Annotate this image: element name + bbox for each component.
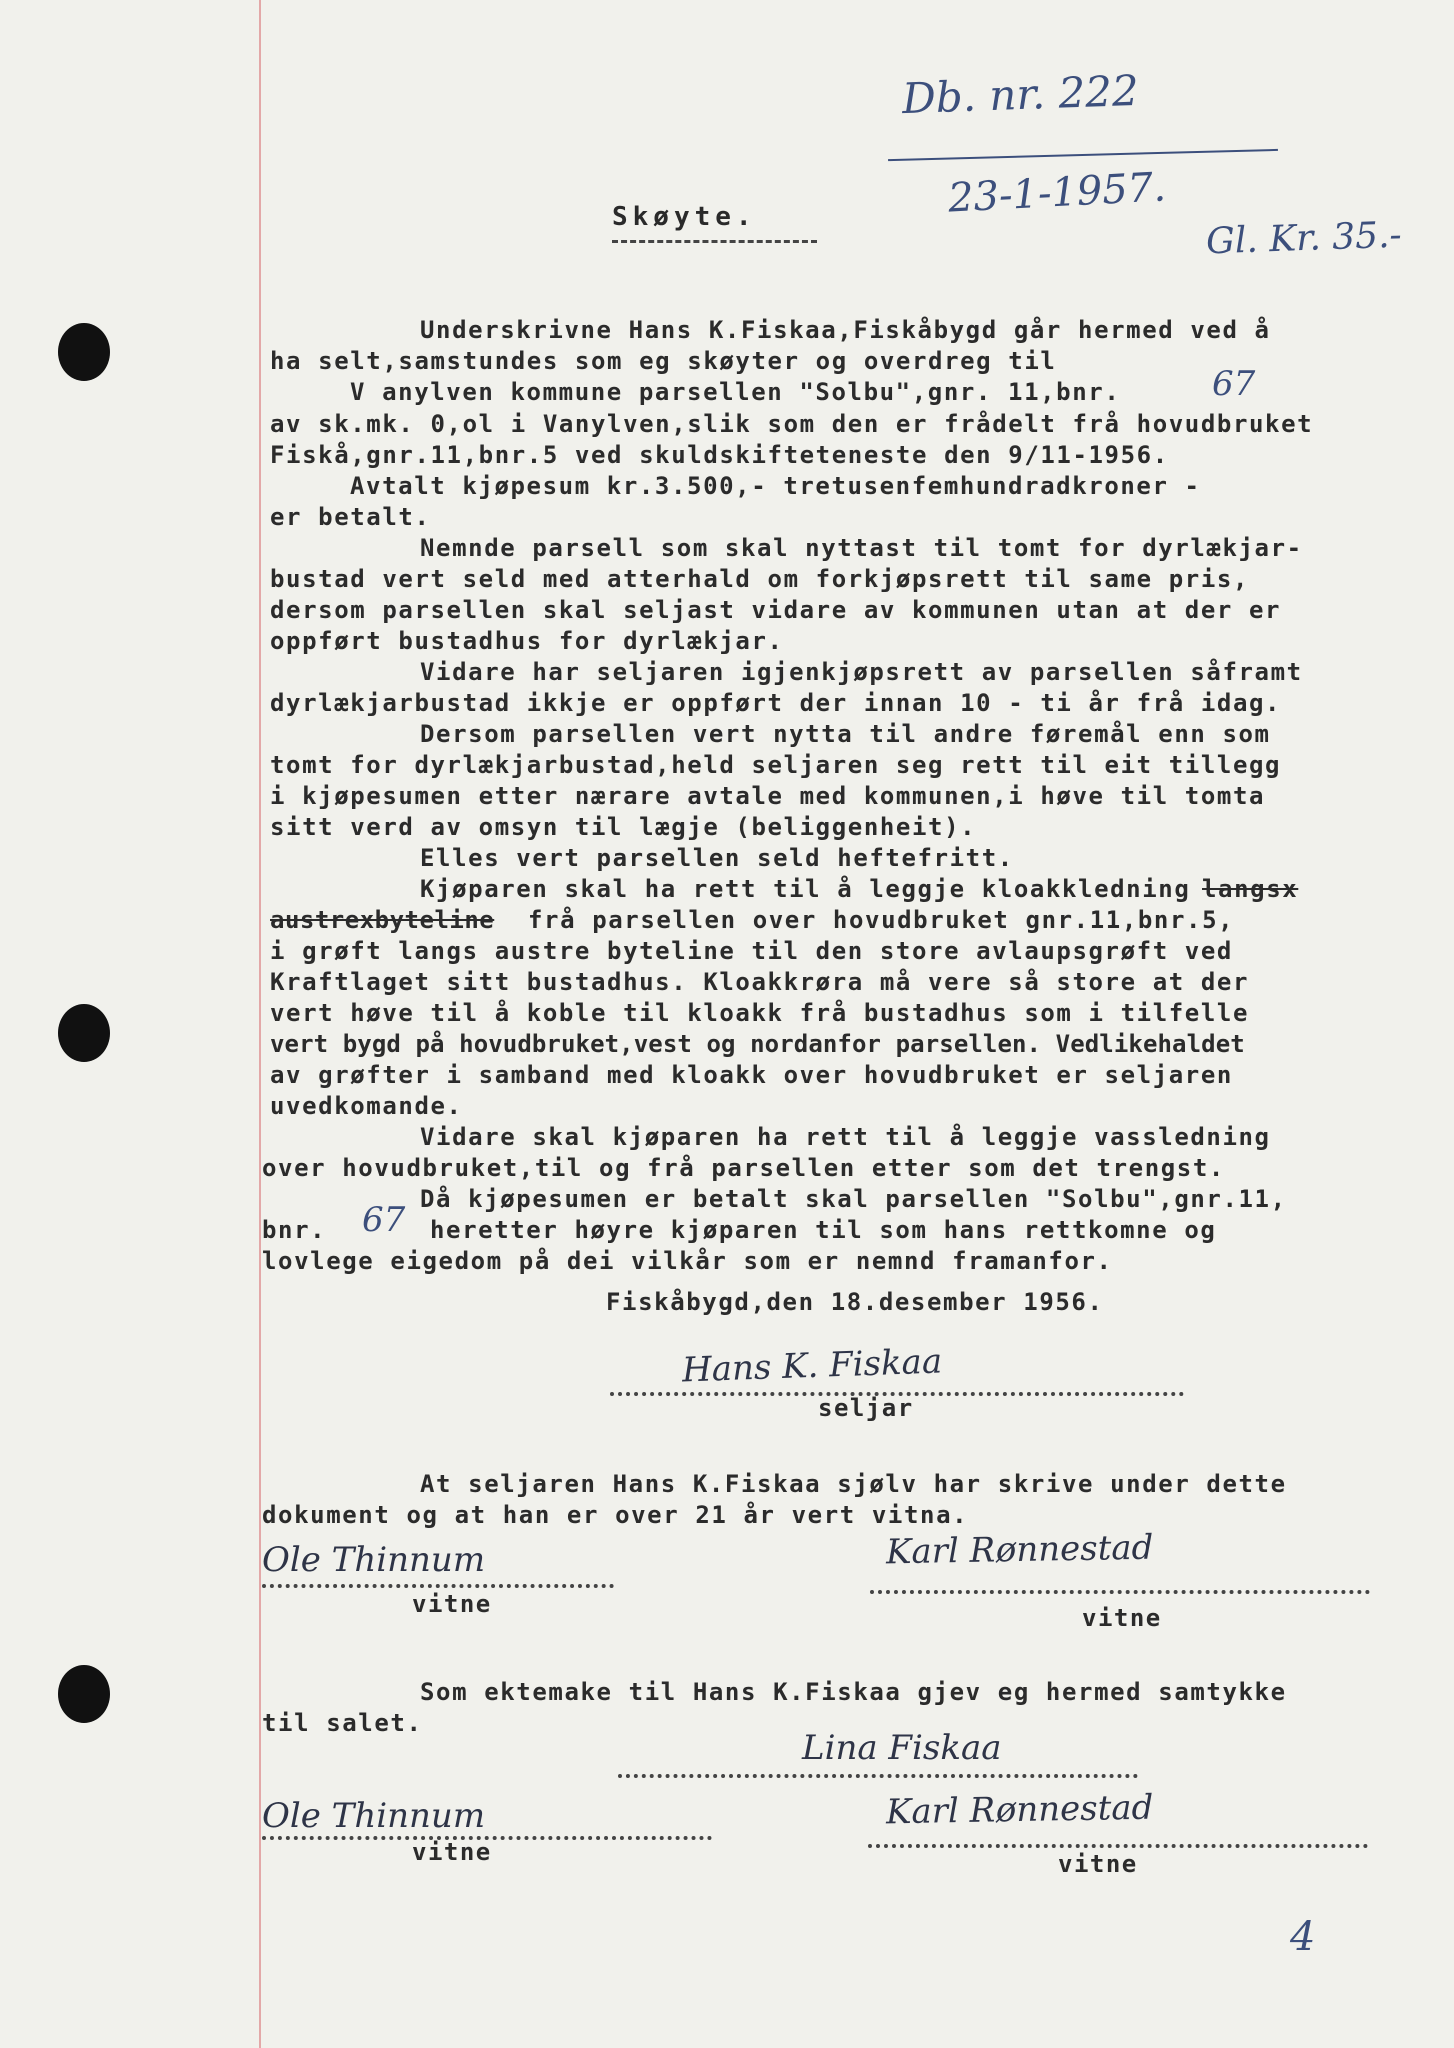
body-line: frå parsellen over hovudbruket gnr.11,bnr.5, <box>528 906 1235 934</box>
witness-label: vitne <box>412 1590 492 1618</box>
spouse-statement: Som ektemake til Hans K.Fiskaa gjev eg hermed samtykke <box>420 1678 1287 1706</box>
body-line: lovlege eigedom på dei vilkår som er nemnd framanfor. <box>262 1247 1113 1275</box>
body-line: oppført bustadhus for dyrlækjar. <box>270 627 784 655</box>
body-line: Fiskå,gnr.11,bnr.5 ved skuldskifteteneste den 9/11-1956. <box>270 441 1169 469</box>
spouse-signature: Lina Fiskaa <box>802 1728 1002 1768</box>
punch-hole <box>58 1004 110 1062</box>
witness-signature: Ole Thinnum <box>262 1796 486 1836</box>
body-line: av grøfter i samband med kloakk over hovudbruket er seljaren <box>270 1061 1233 1089</box>
place-date: Fiskåbygd,den 18.desember 1956. <box>606 1288 1104 1316</box>
seller-signature: Hans K. Fiskaa <box>681 1341 943 1391</box>
signature-line <box>870 1590 1370 1594</box>
body-line: Avtalt kjøpesum kr.3.500,- tretusenfemhundradkroner - <box>350 472 1201 500</box>
body-line: Då kjøpesumen er betalt skal parsellen "Solbu",gnr.11, <box>420 1185 1287 1213</box>
handwritten-bnr: 67 <box>1212 364 1256 404</box>
registration-date: 23-1-1957. <box>946 164 1167 222</box>
punch-hole <box>58 323 110 381</box>
struck-text: austrexbyteline <box>270 906 495 934</box>
signature-line <box>262 1584 614 1588</box>
bnr-prefix: bnr. <box>262 1216 327 1244</box>
body-line: Underskrivne Hans K.Fiskaa,Fiskåbygd går hermed ved å <box>420 316 1271 344</box>
document-title: Skøyte. <box>612 202 757 232</box>
registration-number: Db. nr. 222 <box>901 65 1140 124</box>
body-line: heretter høyre kjøparen til som hans rettkomne og <box>430 1216 1217 1244</box>
fee-note: Gl. Kr. 35.- <box>1205 214 1403 263</box>
struck-text: langsx <box>1202 875 1299 903</box>
body-line: tomt for dyrlækjarbustad,held seljaren seg rett til eit tillegg <box>270 751 1282 779</box>
body-line: av sk.mk. 0,ol i Vanylven,slik som den er frådelt frå hovudbruket <box>270 410 1314 438</box>
body-line: i grøft langs austre byteline til den store avlaupsgrøft ved <box>270 937 1233 965</box>
title-underline <box>612 240 817 243</box>
body-line: Kjøparen skal ha rett til å leggje kloakkledning <box>420 875 1191 903</box>
body-line: bustad vert seld med atterhald om forkjøpsrett til same pris, <box>270 565 1250 593</box>
body-line: Kraftlaget sitt bustadhus. Kloakkrøra må vere så store at der <box>270 968 1250 996</box>
witness-label: vitne <box>1058 1850 1138 1878</box>
registration-underline <box>888 149 1278 161</box>
body-line: er betalt. <box>270 503 431 531</box>
body-line: V anylven kommune parsellen "Solbu",gnr. 11,bnr. <box>350 378 1121 406</box>
body-line: over hovudbruket,til og frå parsellen etter som det trengst. <box>262 1154 1225 1182</box>
body-line: dersom parsellen skal seljast vidare av kommunen utan at der er <box>270 596 1282 624</box>
margin-line <box>259 0 261 2048</box>
seller-label: seljar <box>818 1394 914 1422</box>
body-line: ha selt,samstundes som eg skøyter og overdreg til <box>270 347 1057 375</box>
body-line: Vidare har seljaren igjenkjøpsrett av parsellen såframt <box>420 658 1303 686</box>
witness-label: vitne <box>1082 1604 1162 1632</box>
witness-signature: Ole Thinnum <box>262 1540 486 1580</box>
punch-hole <box>58 1665 110 1723</box>
body-line: dyrlækjarbustad ikkje er oppført der innan 10 - ti år frå idag. <box>270 689 1282 717</box>
body-line: sitt verd av omsyn til lægje (beliggenheit). <box>270 813 977 841</box>
body-line: Nemnde parsell som skal nyttast til tomt for dyrlækjar- <box>420 534 1303 562</box>
page-mark: 4 <box>1290 1914 1316 1960</box>
witness-signature: Karl Rønnestad <box>885 1527 1154 1573</box>
witness-statement: At seljaren Hans K.Fiskaa sjølv har skrive under dette <box>420 1470 1287 1498</box>
body-line: i kjøpesumen etter nærare avtale med kommunen,i høve til tomta <box>270 782 1266 810</box>
handwritten-bnr: 67 <box>362 1200 406 1240</box>
signature-line <box>868 1844 1368 1848</box>
spouse-statement: til salet. <box>262 1709 423 1737</box>
witness-label: vitne <box>412 1838 492 1866</box>
body-line: Vidare skal kjøparen ha rett til å leggje vassledning <box>420 1123 1271 1151</box>
body-line: vert høve til å koble til kloakk frå bustadhus som i tilfelle <box>270 999 1250 1027</box>
body-line: Elles vert parsellen seld heftefritt. <box>420 844 1014 872</box>
signature-line <box>618 1774 1138 1778</box>
body-line: vert bygd på hovudbruket,vest og nordanfor parsellen. Vedlikehaldet <box>270 1030 1245 1058</box>
witness-statement: dokument og at han er over 21 år vert vitna. <box>262 1501 969 1529</box>
body-line: uvedkomande. <box>270 1092 463 1120</box>
witness-signature: Karl Rønnestad <box>885 1787 1154 1833</box>
body-line: Dersom parsellen vert nytta til andre føremål enn som <box>420 720 1271 748</box>
